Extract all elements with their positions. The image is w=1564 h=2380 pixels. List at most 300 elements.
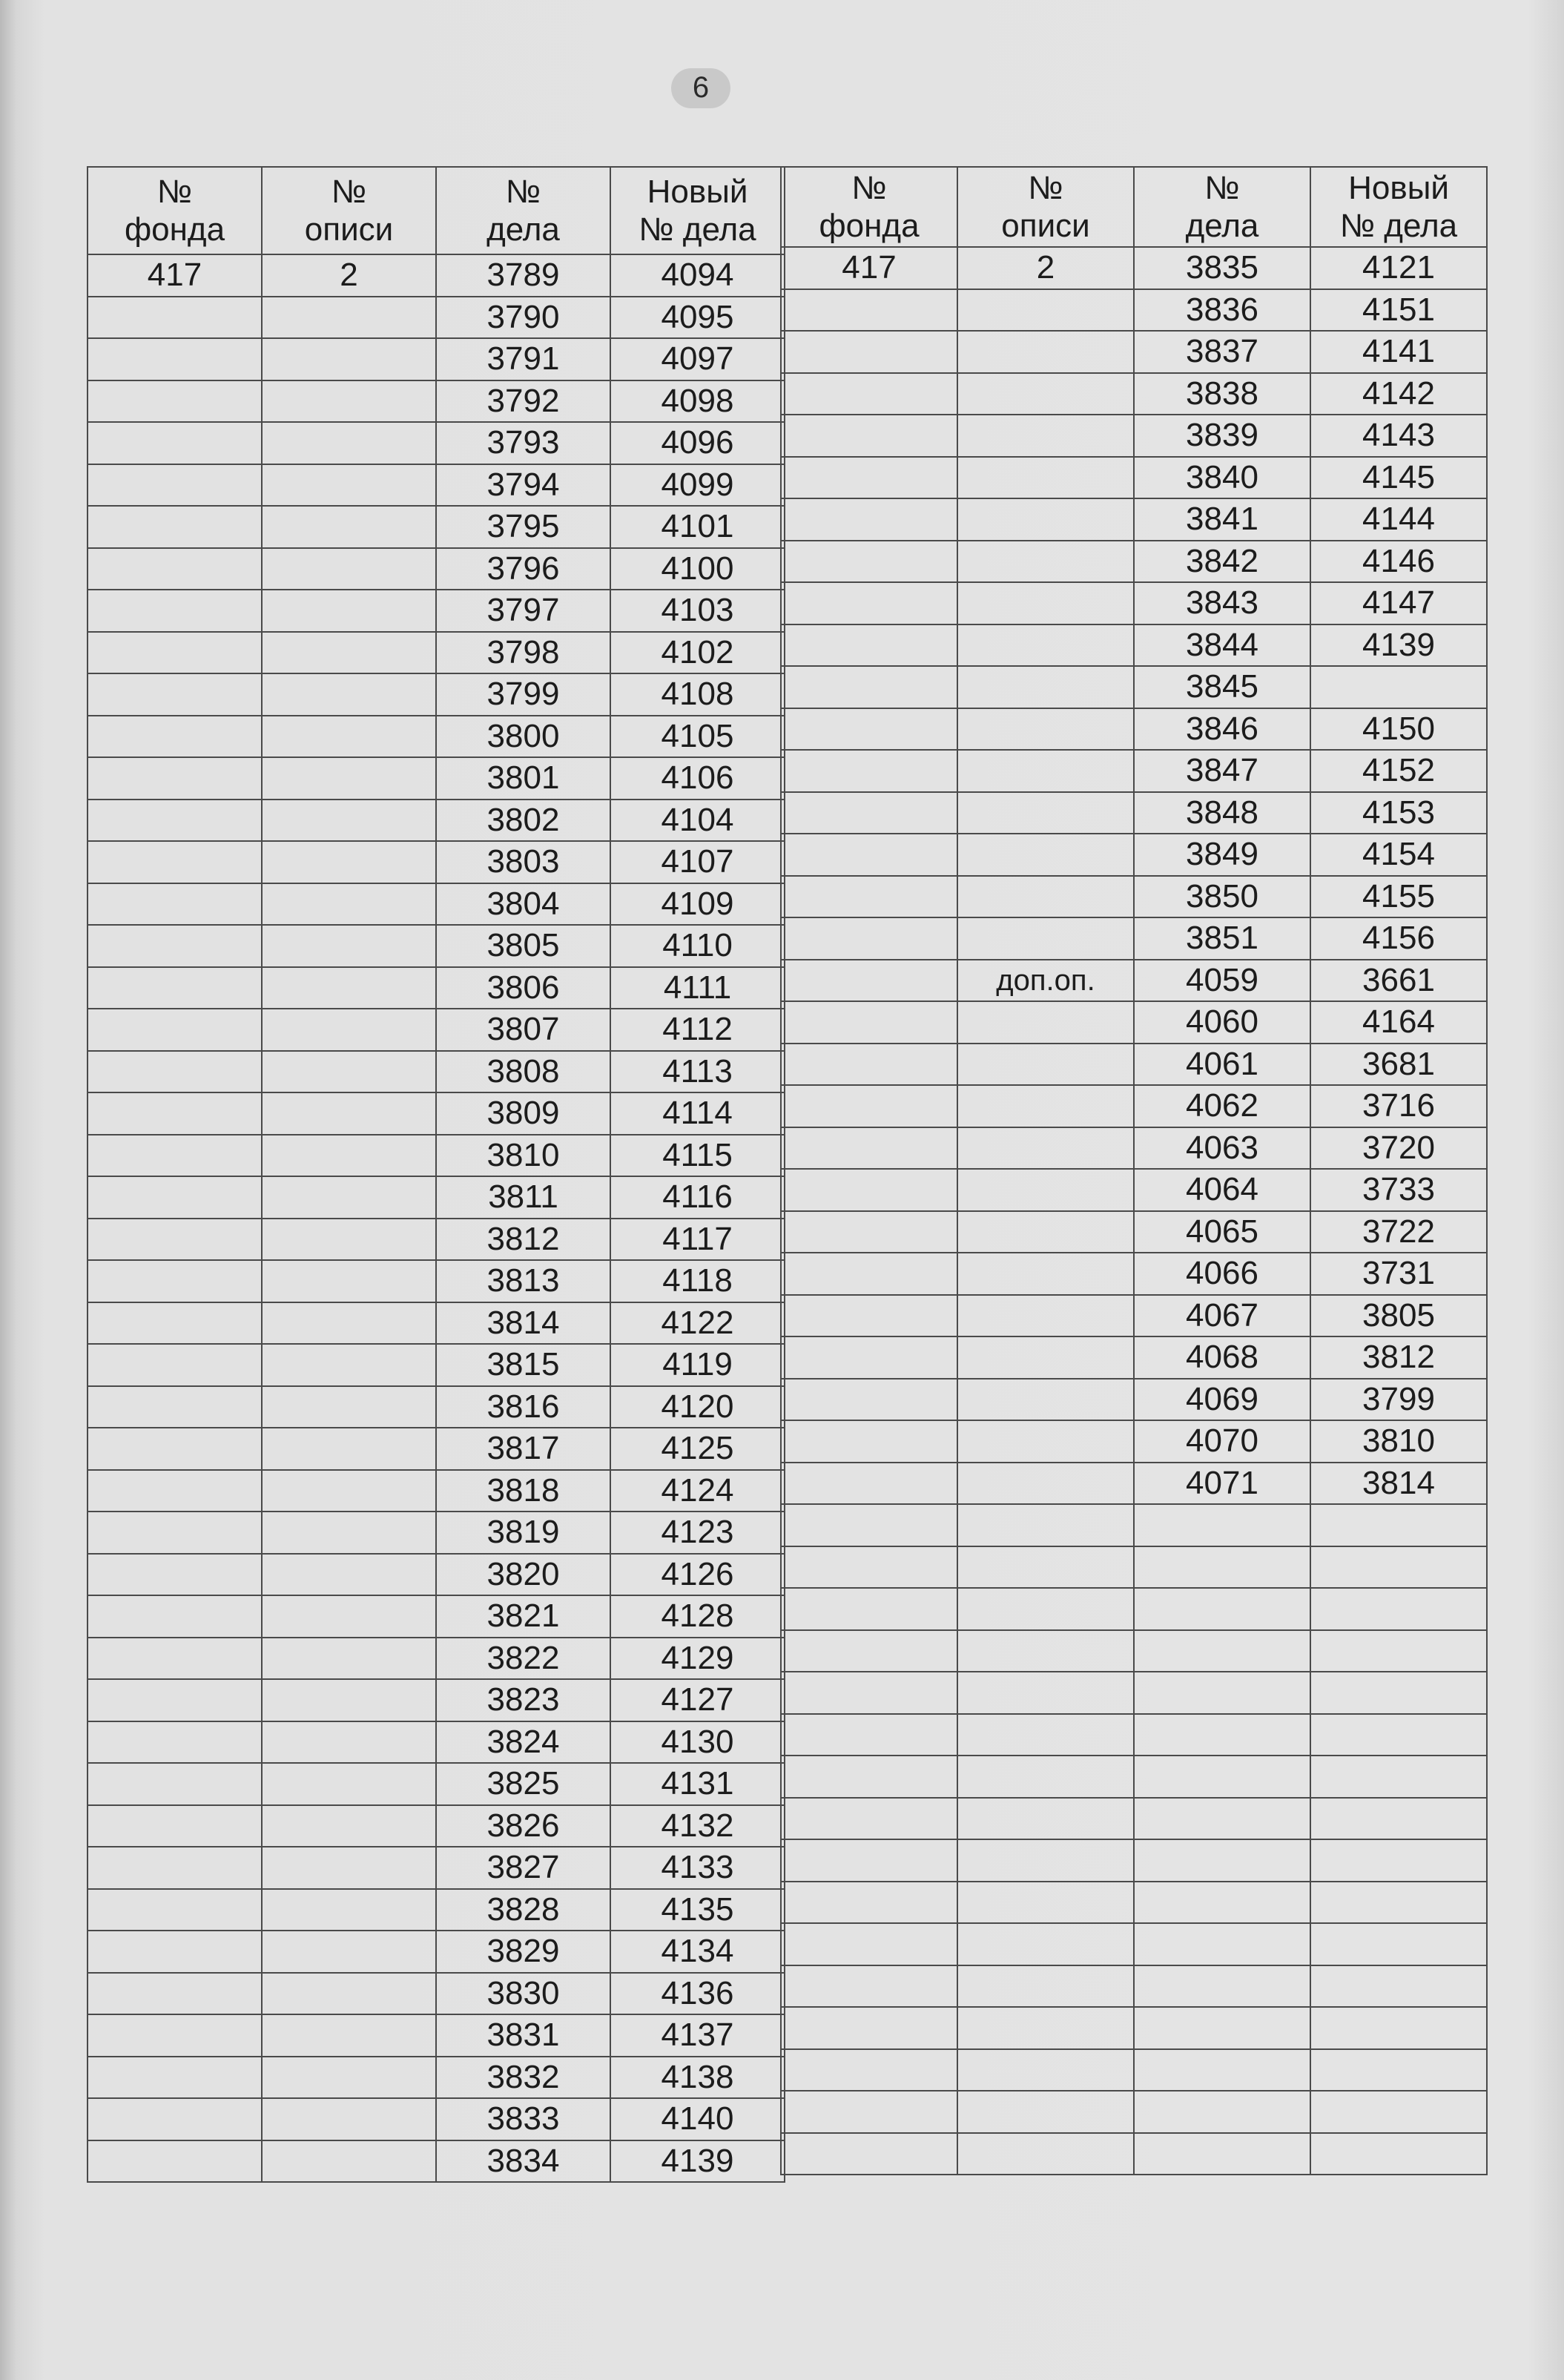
new-delo-cell: 3720 <box>1310 1127 1487 1170</box>
header-cell: № фонда <box>88 167 262 254</box>
table-row <box>88 1470 785 1512</box>
new-delo-cell: 4097 <box>610 338 785 380</box>
opis-cell <box>262 1302 436 1345</box>
delo-cell: 4060 <box>1134 1001 1310 1044</box>
fond-cell <box>88 673 262 716</box>
delo-cell <box>1134 1714 1310 1756</box>
new-delo-cell <box>1310 2133 1487 2175</box>
fond-cell <box>781 2133 957 2175</box>
opis-cell <box>957 1965 1134 2008</box>
table-row <box>88 1554 785 1596</box>
delo-cell: 3813 <box>436 1260 610 1302</box>
table-row <box>781 1923 1487 1965</box>
opis-cell <box>262 1260 436 1302</box>
fond-cell <box>781 1420 957 1463</box>
new-delo-cell: 4094 <box>610 254 785 297</box>
new-delo-cell: 4156 <box>1310 917 1487 960</box>
fond-cell <box>88 632 262 674</box>
new-delo-cell: 4131 <box>610 1763 785 1805</box>
delo-cell: 3811 <box>436 1176 610 1219</box>
table-row <box>781 582 1487 624</box>
opis-cell <box>262 2140 436 2183</box>
fond-cell <box>781 331 957 373</box>
delo-cell: 3815 <box>436 1344 610 1386</box>
table-row <box>781 1588 1487 1630</box>
fond-cell <box>88 925 262 967</box>
table-row <box>88 1344 785 1386</box>
delo-cell <box>1134 2007 1310 2049</box>
new-delo-cell: 4122 <box>610 1302 785 1345</box>
table-row <box>781 1211 1487 1253</box>
fond-cell <box>781 666 957 708</box>
left-table <box>87 166 785 2183</box>
new-delo-cell: 4095 <box>610 297 785 339</box>
delo-cell: 3840 <box>1134 457 1310 499</box>
table-row <box>88 1931 785 1973</box>
fond-cell <box>781 876 957 918</box>
fond-cell <box>88 1512 262 1554</box>
delo-cell <box>1134 1923 1310 1965</box>
delo-cell: 3814 <box>436 1302 610 1345</box>
opis-cell <box>957 1211 1134 1253</box>
fond-cell <box>88 1176 262 1219</box>
new-delo-cell: 4127 <box>610 1679 785 1721</box>
opis-cell <box>262 757 436 800</box>
new-delo-cell: 4146 <box>1310 541 1487 583</box>
fond-cell <box>88 757 262 800</box>
table-row <box>781 1546 1487 1589</box>
fond-cell <box>88 422 262 464</box>
new-delo-cell <box>1310 2049 1487 2091</box>
new-delo-cell: 4128 <box>610 1595 785 1638</box>
table-row <box>781 2007 1487 2049</box>
fond-cell <box>781 541 957 583</box>
opis-cell <box>957 2007 1134 2049</box>
delo-cell: 4068 <box>1134 1336 1310 1379</box>
new-delo-cell <box>1310 2091 1487 2133</box>
table-row <box>781 2133 1487 2175</box>
new-delo-cell: 4096 <box>610 422 785 464</box>
opis-cell <box>957 2049 1134 2091</box>
table-row <box>88 673 785 716</box>
fond-cell <box>88 1931 262 1973</box>
table-row <box>88 716 785 758</box>
new-delo-cell: 4117 <box>610 1219 785 1261</box>
new-delo-cell: 4114 <box>610 1092 785 1135</box>
delo-cell <box>1134 1672 1310 1714</box>
table-row <box>88 1135 785 1177</box>
opis-cell <box>262 297 436 339</box>
table-row <box>88 2014 785 2057</box>
table-row <box>88 1386 785 1428</box>
table-row <box>781 666 1487 708</box>
table-row <box>781 1463 1487 1505</box>
new-delo-cell: 4100 <box>610 548 785 590</box>
fond-cell <box>781 289 957 332</box>
opis-cell <box>957 1839 1134 1882</box>
new-delo-cell: 3733 <box>1310 1169 1487 1211</box>
new-delo-cell: 4137 <box>610 2014 785 2057</box>
fond-cell <box>88 1135 262 1177</box>
header-row <box>781 167 1487 247</box>
opis-cell <box>957 666 1134 708</box>
table-row <box>781 1336 1487 1379</box>
delo-cell: 3791 <box>436 338 610 380</box>
opis-cell <box>262 1554 436 1596</box>
new-delo-cell: 4155 <box>1310 876 1487 918</box>
opis-cell <box>262 1763 436 1805</box>
delo-cell: 3807 <box>436 1009 610 1051</box>
new-delo-cell: 4145 <box>1310 457 1487 499</box>
fond-cell <box>88 2140 262 2183</box>
delo-cell <box>1134 1882 1310 1924</box>
delo-cell: 3793 <box>436 422 610 464</box>
new-delo-cell: 4124 <box>610 1470 785 1512</box>
table-row <box>781 1672 1487 1714</box>
fond-cell <box>781 1882 957 1924</box>
fond-cell <box>781 2091 957 2133</box>
table-row <box>88 548 785 590</box>
table-row <box>88 1428 785 1470</box>
table-row <box>781 289 1487 332</box>
fond-cell <box>781 1044 957 1086</box>
table-row <box>88 1805 785 1847</box>
fond-cell <box>88 1051 262 1093</box>
new-delo-cell: 4108 <box>610 673 785 716</box>
header-cell: № описи <box>262 167 436 254</box>
opis-cell <box>262 1009 436 1051</box>
table-row <box>781 415 1487 457</box>
opis-cell <box>262 673 436 716</box>
table-row <box>781 1756 1487 1798</box>
new-delo-cell: 4143 <box>1310 415 1487 457</box>
opis-cell <box>957 1085 1134 1127</box>
fond-cell <box>88 1344 262 1386</box>
opis-cell <box>957 2133 1134 2175</box>
table-row <box>781 1295 1487 1337</box>
delo-cell: 3819 <box>436 1512 610 1554</box>
delo-cell: 3817 <box>436 1428 610 1470</box>
table-row <box>88 1051 785 1093</box>
fond-cell <box>781 1588 957 1630</box>
opis-cell <box>262 1889 436 1931</box>
new-delo-cell <box>1310 1839 1487 1882</box>
fond-cell <box>88 1302 262 1345</box>
table-row <box>88 1973 785 2015</box>
opis-cell <box>262 1470 436 1512</box>
new-delo-cell: 4125 <box>610 1428 785 1470</box>
fond-cell <box>781 1965 957 2008</box>
fond-cell <box>88 1847 262 1889</box>
delo-cell: 3848 <box>1134 792 1310 834</box>
right-table <box>780 166 1488 2175</box>
delo-cell: 4062 <box>1134 1085 1310 1127</box>
new-delo-cell: 4151 <box>1310 289 1487 332</box>
opis-cell <box>262 2014 436 2057</box>
new-delo-cell: 3805 <box>1310 1295 1487 1337</box>
opis-cell <box>957 1714 1134 1756</box>
table-row <box>781 876 1487 918</box>
opis-cell <box>262 1135 436 1177</box>
table-row <box>781 792 1487 834</box>
opis-cell <box>957 1127 1134 1170</box>
fond-cell <box>781 1169 957 1211</box>
fond-cell <box>88 1805 262 1847</box>
header-cell: Новый № дела <box>610 167 785 254</box>
delo-cell: 3795 <box>436 506 610 548</box>
new-delo-cell <box>1310 1714 1487 1756</box>
delo-cell: 3844 <box>1134 624 1310 667</box>
fond-cell <box>781 1379 957 1421</box>
delo-cell <box>1134 2091 1310 2133</box>
delo-cell <box>1134 2133 1310 2175</box>
table-row <box>88 925 785 967</box>
opis-cell <box>262 1176 436 1219</box>
delo-cell: 3831 <box>436 2014 610 2057</box>
opis-cell <box>262 2098 436 2140</box>
delo-cell: 3849 <box>1134 834 1310 876</box>
table-row <box>88 1512 785 1554</box>
table-row <box>88 297 785 339</box>
delo-cell: 3818 <box>436 1470 610 1512</box>
fond-cell <box>88 1470 262 1512</box>
fond-cell <box>781 1630 957 1672</box>
new-delo-cell: 4115 <box>610 1135 785 1177</box>
opis-cell <box>262 1931 436 1973</box>
table-row <box>781 1420 1487 1463</box>
opis-cell <box>957 1923 1134 1965</box>
new-delo-cell <box>1310 1882 1487 1924</box>
table-row <box>781 2091 1487 2133</box>
new-delo-cell: 4123 <box>610 1512 785 1554</box>
new-delo-cell: 4144 <box>1310 498 1487 541</box>
opis-cell <box>957 1336 1134 1379</box>
opis-cell <box>957 1546 1134 1589</box>
new-delo-cell <box>1310 2007 1487 2049</box>
opis-cell <box>957 1756 1134 1798</box>
fond-cell <box>781 792 957 834</box>
table-row <box>781 834 1487 876</box>
new-delo-cell: 4138 <box>610 2057 785 2099</box>
opis-cell <box>957 1630 1134 1672</box>
fond-cell <box>88 1679 262 1721</box>
table-row <box>781 1044 1487 1086</box>
new-delo-cell: 4112 <box>610 1009 785 1051</box>
new-delo-cell: 4104 <box>610 800 785 842</box>
opis-cell <box>262 1428 436 1470</box>
fond-cell <box>88 464 262 507</box>
new-delo-cell <box>1310 1798 1487 1840</box>
new-delo-cell <box>1310 666 1487 708</box>
opis-cell <box>262 1051 436 1093</box>
table-row <box>88 1638 785 1680</box>
delo-cell: 3829 <box>436 1931 610 1973</box>
new-delo-cell: 3716 <box>1310 1085 1487 1127</box>
opis-cell <box>262 632 436 674</box>
fond-cell <box>88 297 262 339</box>
delo-cell: 3833 <box>436 2098 610 2140</box>
fond-cell <box>781 1798 957 1840</box>
fond-cell <box>88 2098 262 2140</box>
fond-cell <box>781 1127 957 1170</box>
fond-cell <box>781 1463 957 1505</box>
table-row <box>781 960 1487 1002</box>
opis-cell <box>262 1638 436 1680</box>
opis-cell <box>957 1169 1134 1211</box>
delo-cell: 3800 <box>436 716 610 758</box>
fond-cell <box>781 917 957 960</box>
new-delo-cell: 4134 <box>610 1931 785 1973</box>
fond-cell <box>781 373 957 415</box>
header-cell: № дела <box>436 167 610 254</box>
fond-cell <box>88 1386 262 1428</box>
fond-cell <box>88 1638 262 1680</box>
new-delo-cell: 4099 <box>610 464 785 507</box>
table-row <box>781 1798 1487 1840</box>
new-delo-cell: 4126 <box>610 1554 785 1596</box>
delo-cell: 3830 <box>436 1973 610 2015</box>
new-delo-cell: 4107 <box>610 841 785 883</box>
new-delo-cell: 3799 <box>1310 1379 1487 1421</box>
opis-cell <box>957 541 1134 583</box>
fond-cell <box>781 582 957 624</box>
table-row <box>88 2140 785 2183</box>
delo-cell: 3808 <box>436 1051 610 1093</box>
delo-cell: 3792 <box>436 380 610 423</box>
delo-cell <box>1134 1546 1310 1589</box>
fond-cell <box>781 1211 957 1253</box>
new-delo-cell: 4133 <box>610 1847 785 1889</box>
delo-cell: 3850 <box>1134 876 1310 918</box>
opis-cell <box>262 1344 436 1386</box>
fond-cell <box>88 1009 262 1051</box>
opis-cell: доп.оп. <box>957 960 1134 1002</box>
new-delo-cell <box>1310 1630 1487 1672</box>
fond-cell <box>88 716 262 758</box>
fond-cell <box>88 1889 262 1931</box>
fond-cell <box>88 967 262 1009</box>
opis-cell <box>957 1798 1134 1840</box>
table-row <box>781 373 1487 415</box>
fond-cell <box>781 498 957 541</box>
delo-cell: 3827 <box>436 1847 610 1889</box>
new-delo-cell: 4101 <box>610 506 785 548</box>
new-delo-cell: 3681 <box>1310 1044 1487 1086</box>
fond-cell <box>781 2049 957 2091</box>
table-row <box>88 757 785 800</box>
fond-cell <box>781 1756 957 1798</box>
new-delo-cell: 4135 <box>610 1889 785 1931</box>
opis-cell <box>262 422 436 464</box>
fond-cell <box>781 1839 957 1882</box>
opis-cell <box>957 498 1134 541</box>
opis-cell <box>262 1679 436 1721</box>
opis-cell <box>262 1386 436 1428</box>
opis-cell <box>262 800 436 842</box>
opis-cell <box>957 1504 1134 1546</box>
table-row <box>88 2057 785 2099</box>
table-row <box>88 1763 785 1805</box>
delo-cell: 4063 <box>1134 1127 1310 1170</box>
fond-cell <box>88 1428 262 1470</box>
delo-cell <box>1134 1504 1310 1546</box>
table-row <box>88 422 785 464</box>
table-row <box>781 1714 1487 1756</box>
fond-cell <box>781 1714 957 1756</box>
delo-cell: 3851 <box>1134 917 1310 960</box>
opis-cell <box>262 925 436 967</box>
delo-cell: 3794 <box>436 464 610 507</box>
opis-cell <box>262 1847 436 1889</box>
table-row <box>781 1085 1487 1127</box>
table-row <box>88 1009 785 1051</box>
delo-cell: 3836 <box>1134 289 1310 332</box>
table-row <box>781 1882 1487 1924</box>
new-delo-cell: 4153 <box>1310 792 1487 834</box>
opis-cell <box>262 716 436 758</box>
new-delo-cell: 4129 <box>610 1638 785 1680</box>
new-delo-cell: 4109 <box>610 883 785 926</box>
header-cell: № фонда <box>781 167 957 247</box>
table-row <box>781 750 1487 792</box>
fond-cell <box>88 380 262 423</box>
opis-cell <box>957 792 1134 834</box>
fond-cell <box>88 800 262 842</box>
table-row <box>781 2049 1487 2091</box>
table-row <box>781 247 1487 289</box>
fond-cell <box>88 590 262 632</box>
opis-cell <box>957 1672 1134 1714</box>
table-row <box>88 632 785 674</box>
table-row <box>781 1839 1487 1882</box>
new-delo-cell <box>1310 1546 1487 1589</box>
delo-cell: 3837 <box>1134 331 1310 373</box>
opis-cell <box>957 289 1134 332</box>
fond-cell <box>88 1595 262 1638</box>
opis-cell <box>957 1588 1134 1630</box>
new-delo-cell: 3722 <box>1310 1211 1487 1253</box>
opis-cell <box>957 708 1134 751</box>
table-row <box>781 498 1487 541</box>
table-row <box>88 380 785 423</box>
delo-cell: 4061 <box>1134 1044 1310 1086</box>
opis-cell <box>957 331 1134 373</box>
new-delo-cell <box>1310 1504 1487 1546</box>
opis-cell <box>957 457 1134 499</box>
delo-cell <box>1134 1965 1310 2008</box>
fond-cell <box>781 708 957 751</box>
delo-cell: 3842 <box>1134 541 1310 583</box>
fond-cell <box>781 624 957 667</box>
fond-cell <box>88 548 262 590</box>
opis-cell <box>262 506 436 548</box>
delo-cell: 3797 <box>436 590 610 632</box>
delo-cell: 3799 <box>436 673 610 716</box>
new-delo-cell: 4140 <box>610 2098 785 2140</box>
new-delo-cell: 4111 <box>610 967 785 1009</box>
opis-cell <box>262 338 436 380</box>
header-cell: № дела <box>1134 167 1310 247</box>
opis-cell <box>957 373 1134 415</box>
new-delo-cell: 4152 <box>1310 750 1487 792</box>
new-delo-cell: 3731 <box>1310 1253 1487 1295</box>
new-delo-cell <box>1310 1965 1487 2008</box>
fond-cell <box>781 1504 957 1546</box>
table-row <box>781 1001 1487 1044</box>
delo-cell: 3816 <box>436 1386 610 1428</box>
new-delo-cell: 4119 <box>610 1344 785 1386</box>
table-row <box>88 464 785 507</box>
